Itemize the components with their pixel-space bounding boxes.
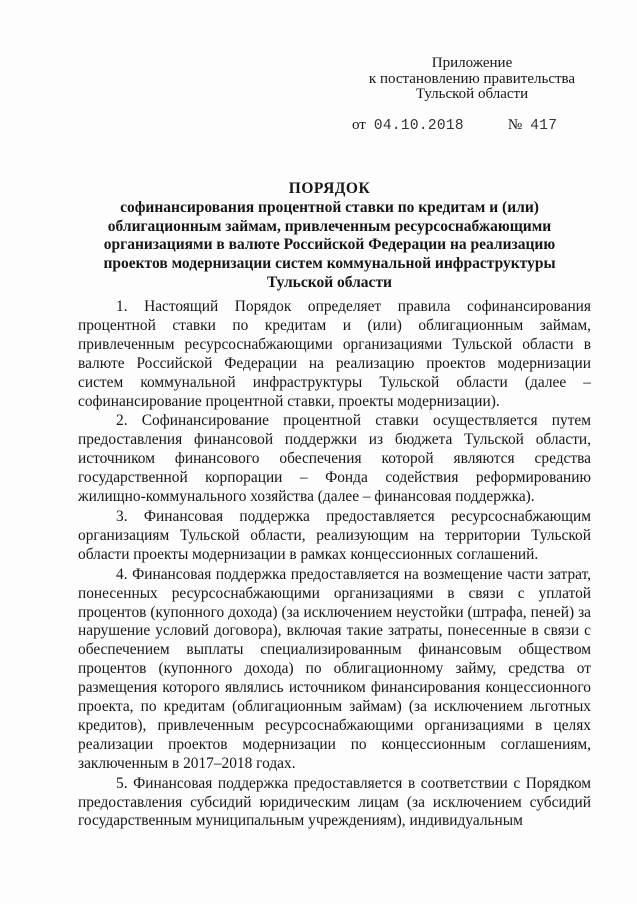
paragraph-3: 3. Финансовая поддержка предоставляется ресурсоснабжающим организациям Тульской области, реализующим на территории Тульской области проекты модернизации в рамках концессионных соглашений.	[78, 507, 591, 563]
document-body	[78, 298, 591, 831]
paragraph-4: 4. Финансовая поддержка предоставляется на возмещение части затрат, понесенных ресурсоснабжающими организациями в связи с уплатой процентов (купонного дохода) (за исключением неустойки (штрафа, пеней) за нарушение условий договора), включая такие затраты, понесенные в связи с обеспечением выплаты специализированным финансовым обществом процентов (купонного дохода) по облигационному займу, средства от размещения которого являлись источником финансирования концессионного проекта, по кредитам (облигационным займам) (за исключением льготных кредитов), привлеченным ресурсоснабжающими организациями в целях реализации проектов модернизации по концессионным соглашениям, заключенным в 2017–2018 годах.	[78, 565, 591, 772]
date-prefix: от	[352, 117, 366, 133]
title-line: организациями в валюте Российской Федерации на реализацию	[103, 236, 556, 254]
resolution-number: 417	[530, 118, 558, 134]
title-line: Тульской области	[267, 273, 392, 291]
resolution-date: 04.10.2018	[373, 118, 464, 134]
document-title	[78, 180, 581, 293]
paragraph-2: 2. Софинансирование процентной ставки осуществляется путем предоставления финансовой поддержки из бюджета Тульской области, источником финансового обеспечения которой являются средства государственной корпорации – Фонда содействия реформированию жилищно-коммунального хозяйства (далее – финансовая поддержка).	[78, 412, 591, 506]
title-main: ПОРЯДОК	[288, 180, 371, 197]
paragraph-5: 5. Финансовая поддержка предоставляется в соответствии с Порядком предоставления субсидий юридическим лицам (за исключением субсидий государственным муниципальным учреждениям), индивидуальным	[78, 774, 591, 830]
resolution-date-number	[352, 117, 557, 134]
number-sign: №	[507, 117, 523, 133]
appendix-note	[352, 56, 592, 103]
appendix-line: Приложение	[431, 55, 513, 71]
title-line: софинансирования процентной ставки по кредитам и (или)	[120, 198, 539, 216]
appendix-line: к постановлению правительства	[368, 70, 576, 87]
appendix-line: Тульской области	[415, 86, 529, 102]
title-line: проектов модернизации систем коммунальной инфраструктуры	[103, 255, 556, 273]
paragraph-1: 1. Настоящий Порядок определяет правила софинансирования процентной ставки по кредитам и (или) облигационным займам, привлеченным ресурсоснабжающими организациями Тульской области в валюте Российской Федерации на реализацию проектов модернизации систем коммунальной инфраструктуры Тульской области (далее – софинансирование процентной ставки, проекты модернизации).	[78, 298, 591, 410]
title-line: облигационным займам, привлеченным ресурсоснабжающими	[107, 217, 552, 235]
